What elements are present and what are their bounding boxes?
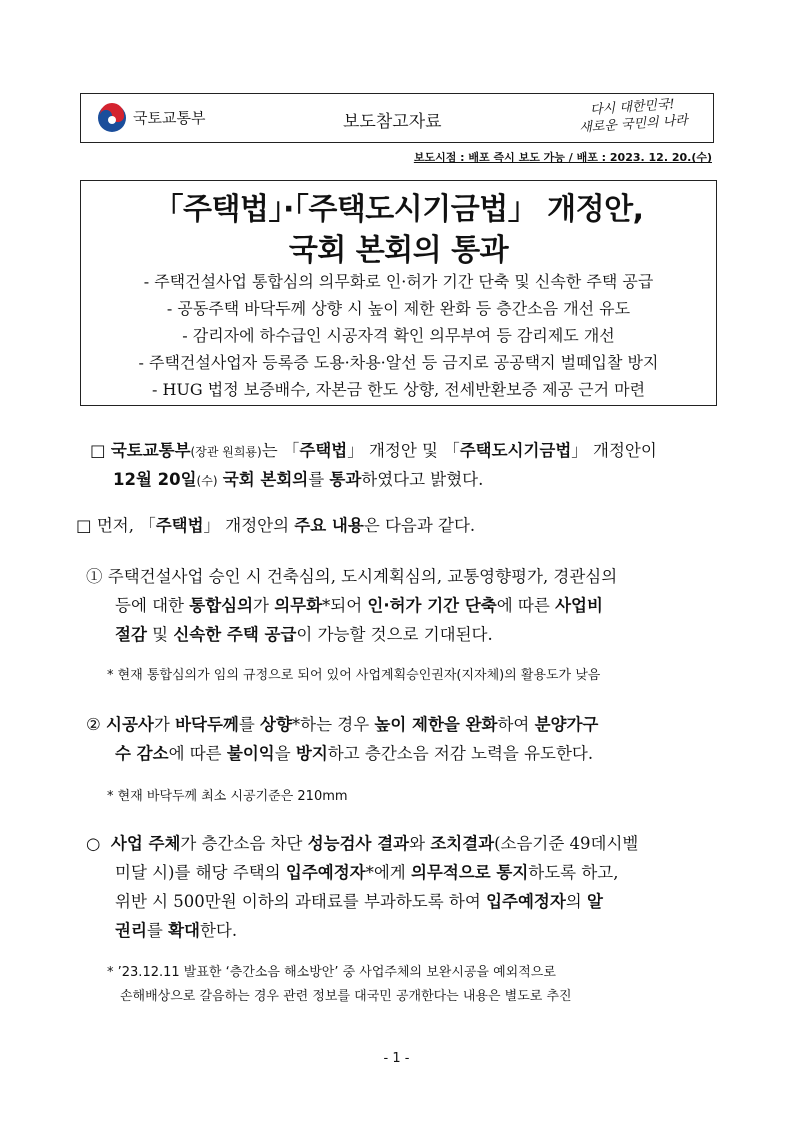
bold-text: 의무적으로 통지 — [410, 863, 529, 882]
slogan — [554, 94, 712, 139]
item1-line1 — [86, 562, 617, 591]
text: 먼저, 「 — [91, 516, 156, 535]
bold-text: 국회 본회의 — [222, 470, 309, 489]
bold-text: 사업비 — [555, 596, 603, 615]
text: 와 — [409, 834, 431, 853]
text: (수) — [196, 474, 218, 488]
bold-text: 입주예정자 — [486, 892, 566, 911]
text: 을 — [274, 744, 296, 763]
bold-text: 조치결과 — [430, 834, 495, 853]
text: 가 층간소음 차단 — [180, 834, 308, 853]
page-number: - 1 - — [383, 1051, 410, 1066]
subtitle-2: - 공동주택 바닥두께 상향 시 높이 제한 완화 등 층간소음 개선 유도 — [166, 299, 631, 318]
ministry-name: 국토교통부 — [133, 109, 206, 127]
bold-text: 입주예정자 — [285, 863, 366, 882]
text: 및 — [146, 625, 174, 644]
document-type: 보도참고자료 — [343, 112, 442, 132]
text: 등에 대한 — [115, 596, 190, 615]
text: 를 — [238, 715, 261, 734]
slogan-line1: 다시 대한민국! — [589, 97, 676, 118]
text: 를 — [146, 921, 169, 940]
text: (소음기준 49데시벨 — [494, 834, 639, 853]
subtitle-5: - HUG 법정 보증배수, 자본금 한도 상향, 전세반환보증 제공 근거 마련 — [151, 380, 646, 399]
text: 하여 — [497, 715, 535, 734]
release-info: 보도시점 : 배포 즉시 보도 가능 / 배포 : 2023. 12. 20.(수) — [413, 151, 712, 164]
item3-line1 — [86, 829, 638, 858]
bold-text: 수 감소 — [115, 744, 169, 763]
text: 은 다음과 같다. — [363, 516, 476, 535]
item-number: ② — [86, 715, 101, 734]
ministry-logo-icon — [97, 103, 127, 133]
text: (장관 원희룡) — [190, 445, 262, 459]
paragraph-2 — [76, 511, 475, 540]
slogan-line2: 새로운 국민의 나라 — [578, 113, 689, 136]
text: 이 가능할 것으로 기대된다. — [296, 625, 493, 644]
bold-text: 의무화 — [274, 596, 323, 615]
item2-line1 — [86, 710, 598, 739]
bold-text: 확대 — [168, 921, 200, 940]
text: 는 「 — [261, 441, 300, 460]
bold-text: 국토교통부 — [110, 441, 191, 460]
header-box — [80, 93, 714, 143]
title-box — [80, 180, 717, 406]
bold-text: 높이 제한을 완화 — [374, 715, 498, 734]
text: 」 개정안이 — [571, 441, 657, 460]
bold-text: 인·허가 기간 단축 — [367, 596, 497, 615]
subtitle-1: - 주택건설사업 통합심의 의무화로 인·허가 기간 단축 및 신속한 주택 공급 — [143, 272, 654, 291]
text: 한다. — [199, 921, 238, 940]
text: *하는 경우 — [291, 715, 375, 734]
bold-text: 신속한 주택 공급 — [173, 625, 297, 644]
bold-text: 통합심의 — [189, 596, 254, 615]
bold-text: 주택법 — [155, 516, 204, 535]
text: 미달 시)를 해당 주택의 — [115, 863, 286, 882]
subtitle-3: - 감리자에 하수급인 시공자격 확인 의무부여 등 감리제도 개선 — [182, 326, 615, 345]
text: 하였다고 밝혔다. — [361, 470, 484, 489]
bullet: □ — [76, 516, 92, 535]
subtitle-4: - 주택건설사업자 등록증 도용·차용·알선 등 금지로 공공택지 벌떼입찰 방지 — [138, 353, 659, 372]
bold-text: 상향 — [260, 715, 292, 734]
text: *에게 — [365, 863, 411, 882]
bold-text: 절감 — [115, 625, 147, 644]
bold-text: 권리 — [115, 921, 147, 940]
text: 위반 시 500만원 이하의 과태료를 부과하도록 하여 — [115, 892, 487, 911]
item3-line2 — [115, 858, 618, 887]
text: 에 따른 — [496, 596, 556, 615]
text: 가 — [153, 715, 176, 734]
bold-text: 12월 20일 — [113, 470, 197, 489]
title-line2: 국회 본회의 통과 — [288, 233, 509, 268]
item-number: ① — [86, 567, 103, 586]
bold-text: 바닥두께 — [175, 715, 239, 734]
bold-text: 주요 내용 — [294, 516, 364, 535]
bold-text: 알 — [586, 892, 603, 911]
item1-line2 — [115, 591, 603, 620]
item3-line4 — [115, 916, 237, 945]
bold-text: 불이익 — [226, 744, 275, 763]
title-line1: 「주택법」·「주택도시기금법」 개정안, — [153, 192, 644, 227]
text: *되어 — [322, 596, 368, 615]
bold-text: 분양가구 — [534, 715, 599, 734]
item2-line2 — [115, 739, 593, 768]
item1-footnote: * 현재 통합심의가 임의 규정으로 되어 있어 사업계획승인권자(지자체)의 활용도가 낮음 — [107, 668, 601, 683]
paragraph-1 — [90, 436, 657, 467]
item3-footnote-2: 손해배상으로 갈음하는 경우 관련 정보를 대국민 공개한다는 내용은 별도로 추진 — [120, 989, 572, 1004]
text: 의 — [565, 892, 587, 911]
item2-footnote: * 현재 바닥두께 최소 시공기준은 210mm — [107, 789, 348, 804]
paragraph-1-line2 — [113, 465, 483, 496]
bold-text: 사업 주체 — [110, 834, 181, 853]
bold-text: 시공사 — [106, 715, 154, 734]
item3-line3 — [115, 887, 603, 916]
text: 하도록 하고, — [528, 863, 619, 882]
bullet: ○ — [86, 834, 101, 853]
text: 가 — [253, 596, 275, 615]
text: 」 개정안 및 「 — [347, 441, 460, 460]
bold-text: 방지 — [295, 744, 328, 763]
bold-text: 통과 — [329, 470, 362, 489]
bold-text: 주택도시기금법 — [459, 441, 572, 460]
text: 」 개정안의 — [203, 516, 295, 535]
bold-text: 주택법 — [299, 441, 348, 460]
text: 에 따른 — [168, 744, 227, 763]
bold-text: 성능검사 결과 — [307, 834, 410, 853]
text: 하고 층간소음 저감 노력을 유도한다. — [327, 744, 594, 763]
text: 주택건설사업 승인 시 건축심의, 도시계획심의, 교통영향평가, 경관심의 — [107, 567, 618, 586]
item3-footnote-1: * ’23.12.11 발표한 ‘층간소음 해소방안’ 중 사업주체의 보완시공을 예외적으로 — [107, 965, 556, 980]
text: 를 — [308, 470, 330, 489]
item1-line3 — [115, 620, 493, 649]
bullet: □ — [90, 441, 106, 460]
